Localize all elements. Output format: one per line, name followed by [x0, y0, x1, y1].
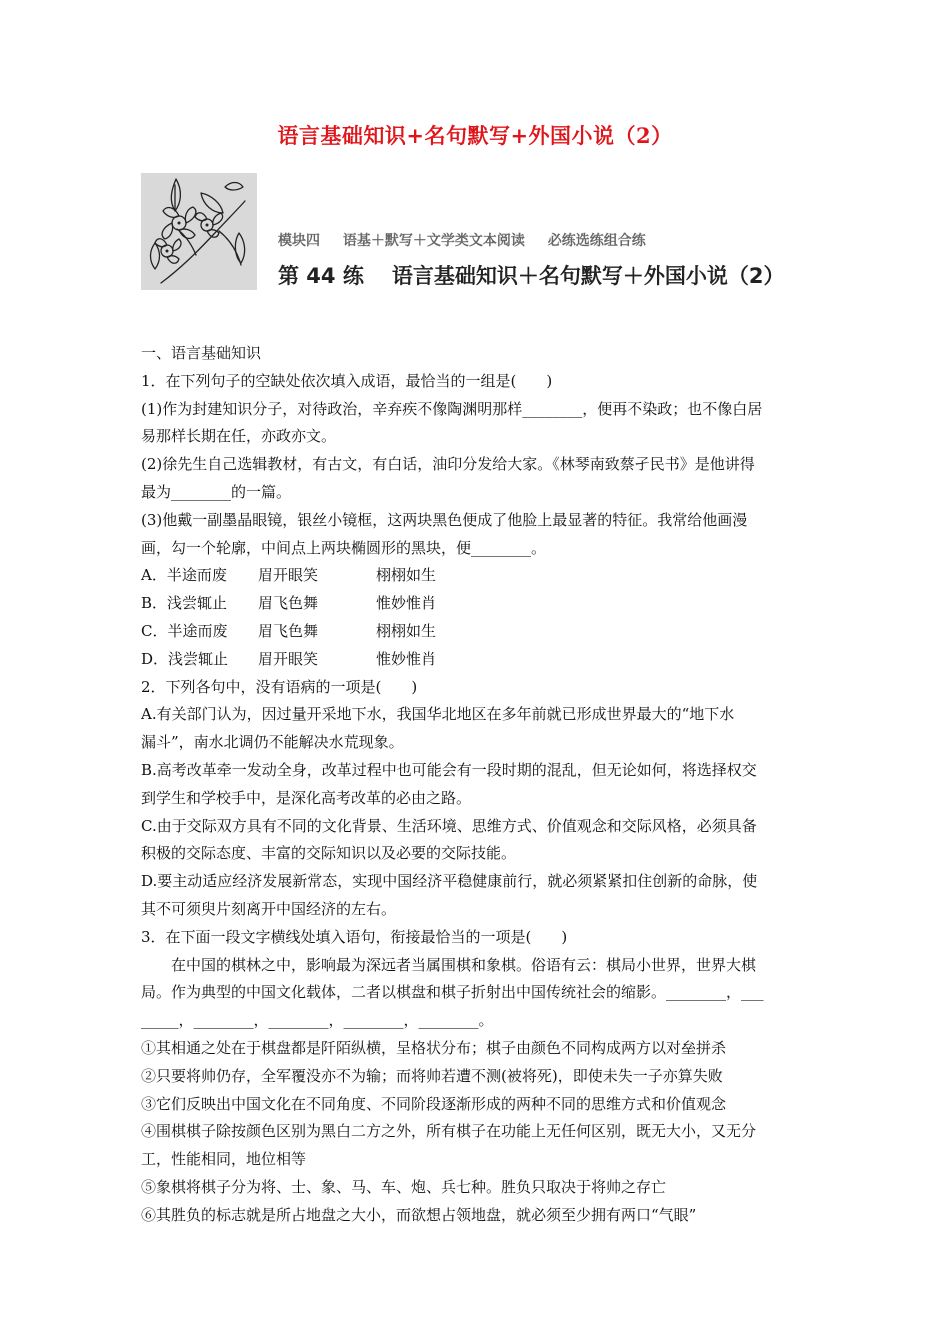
- q3-item-1: ①其相通之处在于棋盘都是阡陌纵横，呈格状分布；棋子由颜色不同构成两方以对垒拼杀: [141, 1038, 727, 1057]
- lesson-number: 第 44 练: [278, 264, 364, 288]
- q3-item-4-line2: 工，性能相同，地位相等: [141, 1150, 307, 1169]
- question-1-stem: 1．在下列句子的空缺处依次填入成语，最恰当的一组是( ): [141, 371, 553, 390]
- lesson-banner: [141, 173, 831, 293]
- q3-item-6: ⑥其胜负的标志就是所占地盘之大小，而欲想占领地盘，就必须至少拥有两口“气眼”: [141, 1205, 697, 1224]
- q3-passage-line3: _____，________，________，________，________。: [141, 1011, 494, 1030]
- q2-option-d-line2: 其不可须臾片刻离开中国经济的左右。: [141, 899, 397, 918]
- q1-option-a: [141, 562, 813, 590]
- q1-sentence-3b: 画，勾一个轮廓，中间点上两块椭圆形的黑块，便________。: [141, 538, 547, 557]
- q3-item-4-line1: ④围棋棋子除按颜色区别为黑白二方之外，所有棋子在功能上无任何区别，既无大小，又无分: [141, 1122, 757, 1141]
- q2-option-d-line1: D.要主动适应经济发展新常态，实现中国经济平稳健康前行，就必须紧紧扣住创新的命脉，使: [141, 872, 758, 891]
- module-label: 模块四: [278, 233, 320, 249]
- option-text: B．浅尝辄止: [141, 594, 228, 613]
- flower-illustration-icon: [141, 173, 257, 290]
- option-text: 眉飞色舞: [258, 621, 319, 640]
- option-text: A．半途而废: [141, 566, 227, 585]
- module-type: 必练选练组合练: [547, 233, 646, 249]
- option-text: 眉开眼笑: [258, 566, 319, 585]
- lesson-heading: [278, 260, 784, 290]
- q2-option-b-line2: 到学生和学校手中，是深化高考改革的必由之路。: [141, 788, 472, 807]
- q2-option-b-line1: B.高考改革牵一发动全身，改革过程中也可能会有一段时期的混乱，但无论如何，将选择权交: [141, 760, 757, 779]
- document-title: 语言基础知识+名句默写+外国小说（2）: [277, 123, 673, 148]
- q2-option-c-line2: 积极的交际态度、丰富的交际知识以及必要的交际技能。: [141, 844, 517, 863]
- option-text: D．浅尝辄止: [141, 649, 229, 668]
- q1-option-b: [141, 590, 813, 618]
- q1-sentence-3a: (3)他戴一副墨晶眼镜，银丝小镜框，这两块黑色便成了他脸上最显著的特征。我常给他画漫: [141, 510, 748, 529]
- q2-option-a-line1: A.有关部门认为，因过量开采地下水，我国华北地区在多年前就已形成世界最大的“地下水: [141, 705, 735, 724]
- q2-option-c-line1: C.由于交际双方具有不同的文化背景、生活环境、思维方式、价值观念和交际风格，必须具备: [141, 816, 757, 835]
- option-text: 栩栩如生: [376, 566, 437, 585]
- option-text: 惟妙惟肖: [376, 649, 437, 668]
- q3-passage-line2: 局。作为典型的中国文化载体，二者以棋盘和棋子折射出中国传统社会的缩影。________，___: [141, 983, 764, 1002]
- q3-item-5: ⑤象棋将棋子分为将、士、象、马、车、炮、兵七种。胜负只取决于将帅之存亡: [141, 1177, 667, 1196]
- option-text: 栩栩如生: [376, 621, 437, 640]
- document-body: [141, 340, 813, 1230]
- option-text: 眉开眼笑: [258, 649, 319, 668]
- question-3-stem: 3．在下面一段文字横线处填入语句，衔接最恰当的一项是( ): [141, 927, 568, 946]
- q1-sentence-2a: (2)徐先生自己选辑教材，有古文，有白话，油印分发给大家。《林琴南致蔡孑民书》是他讲得: [141, 455, 755, 474]
- q1-option-d: [141, 646, 813, 674]
- q3-item-2: ②只要将帅仍存，全军覆没亦不为输；而将帅若遭不测(被将死)，即使未失一子亦算失败: [141, 1066, 723, 1085]
- option-text: 惟妙惟肖: [376, 594, 437, 613]
- q3-passage-line1: 在中国的棋林之中，影响最为深远者当属围棋和象棋。俗语有云：棋局小世界，世界大棋: [171, 955, 757, 974]
- q3-item-3: ③它们反映出中国文化在不同角度、不同阶段逐渐形成的两种不同的思维方式和价值观念: [141, 1094, 727, 1113]
- question-2-stem: 2．下列各句中，没有语病的一项是( ): [141, 677, 418, 696]
- module-line: [278, 230, 664, 250]
- module-topic: 语基＋默写＋文学类文本阅读: [342, 233, 525, 249]
- lesson-title: 语言基础知识＋名句默写＋外国小说（2）: [391, 264, 785, 288]
- option-text: C．半途而废: [141, 621, 228, 640]
- q2-option-a-line2: 漏斗”，南水北调仍不能解决水荒现象。: [141, 733, 404, 752]
- q1-sentence-2b: 最为________的一篇。: [141, 482, 292, 501]
- section-heading: 一、语言基础知识: [141, 344, 262, 362]
- q1-sentence-1b: 易那样长期在任，亦政亦文。: [141, 427, 337, 446]
- q1-sentence-1a: (1)作为封建知识分子，对待政治，辛弃疾不像陶渊明那样________，便再不染政；也不像白居: [141, 399, 763, 418]
- option-text: 眉飞色舞: [258, 594, 319, 613]
- q1-option-c: [141, 618, 813, 646]
